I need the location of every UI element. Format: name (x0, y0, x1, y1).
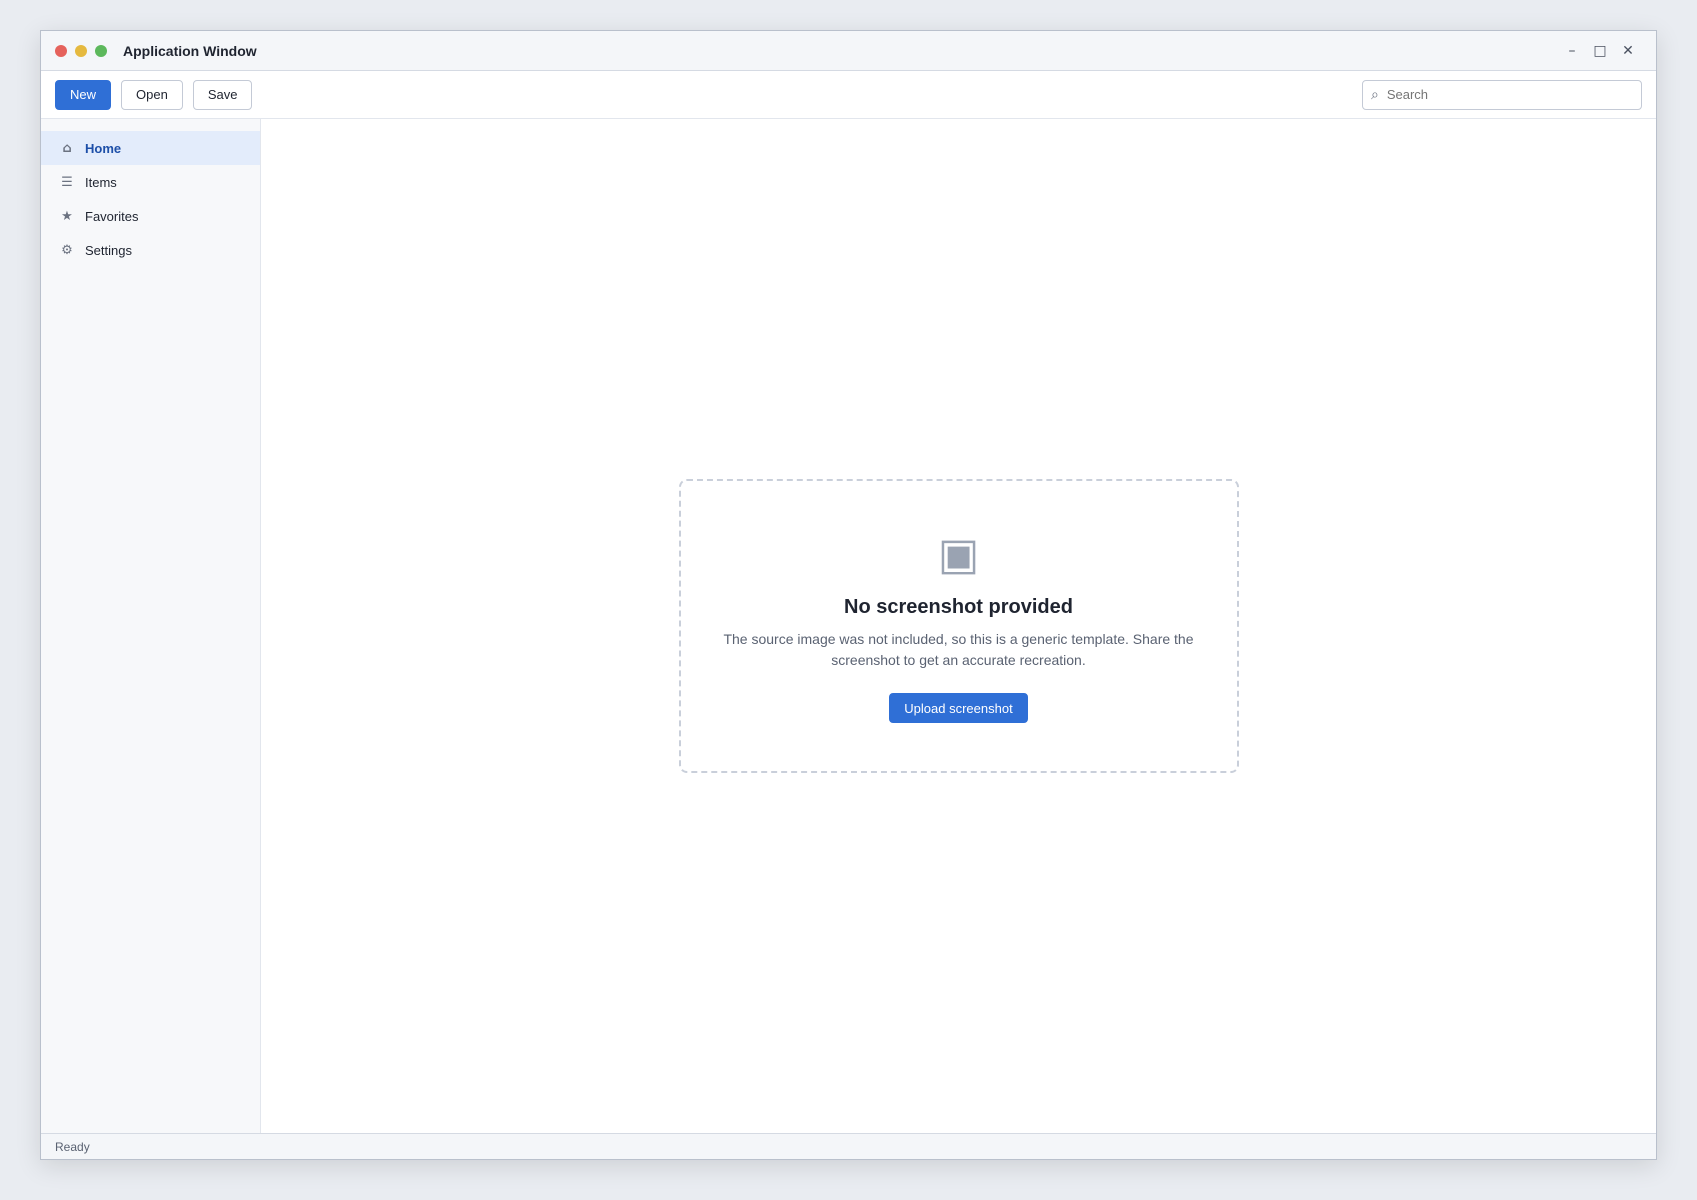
app-window (40, 30, 1657, 1160)
empty-state (679, 479, 1239, 773)
home-icon: ⌂ (62, 140, 72, 156)
list-icon: ☰ (61, 174, 73, 190)
search-input[interactable] (1385, 86, 1633, 103)
sidebar-item-settings[interactable] (41, 233, 260, 267)
minimize-button[interactable]: – (1558, 39, 1586, 63)
sidebar-item-label: Favorites (85, 208, 139, 224)
close-button[interactable]: ✕ (1614, 39, 1642, 63)
empty-state-title: No screenshot provided (844, 596, 1073, 618)
upload-button[interactable]: Upload screenshot (889, 693, 1027, 723)
image-placeholder-icon: ▣ (937, 529, 980, 580)
window-dots (55, 45, 107, 57)
open-button[interactable]: Open (121, 80, 183, 110)
search-box (1362, 80, 1642, 110)
maximize-button[interactable]: □ (1586, 39, 1614, 63)
gear-icon: ⚙ (61, 242, 73, 258)
minimize-dot-icon[interactable] (75, 45, 87, 57)
sidebar-item-label: Items (85, 174, 117, 190)
status-bar (41, 1133, 1656, 1159)
sidebar (41, 119, 261, 1133)
sidebar-item-label: Settings (85, 242, 132, 258)
new-button[interactable]: New (55, 80, 111, 110)
content-area (41, 119, 1656, 1133)
star-icon: ★ (61, 208, 73, 224)
toolbar (41, 71, 1656, 119)
sidebar-item-items[interactable] (41, 165, 260, 199)
empty-state-text: The source image was not included, so this is a generic template. Share the screenshot to get an accurate recreation. (723, 631, 1194, 668)
maximize-dot-icon[interactable] (95, 45, 107, 57)
save-button[interactable]: Save (193, 80, 253, 110)
window-title: Application Window (123, 42, 257, 59)
close-dot-icon[interactable] (55, 45, 67, 57)
sidebar-item-home[interactable] (41, 131, 260, 165)
sidebar-item-label: Home (85, 140, 122, 156)
main-panel (261, 119, 1656, 1133)
sidebar-item-favorites[interactable] (41, 199, 260, 233)
status-text: Ready (55, 1139, 90, 1154)
title-bar (41, 31, 1656, 71)
search-icon: ⌕ (1371, 86, 1379, 103)
